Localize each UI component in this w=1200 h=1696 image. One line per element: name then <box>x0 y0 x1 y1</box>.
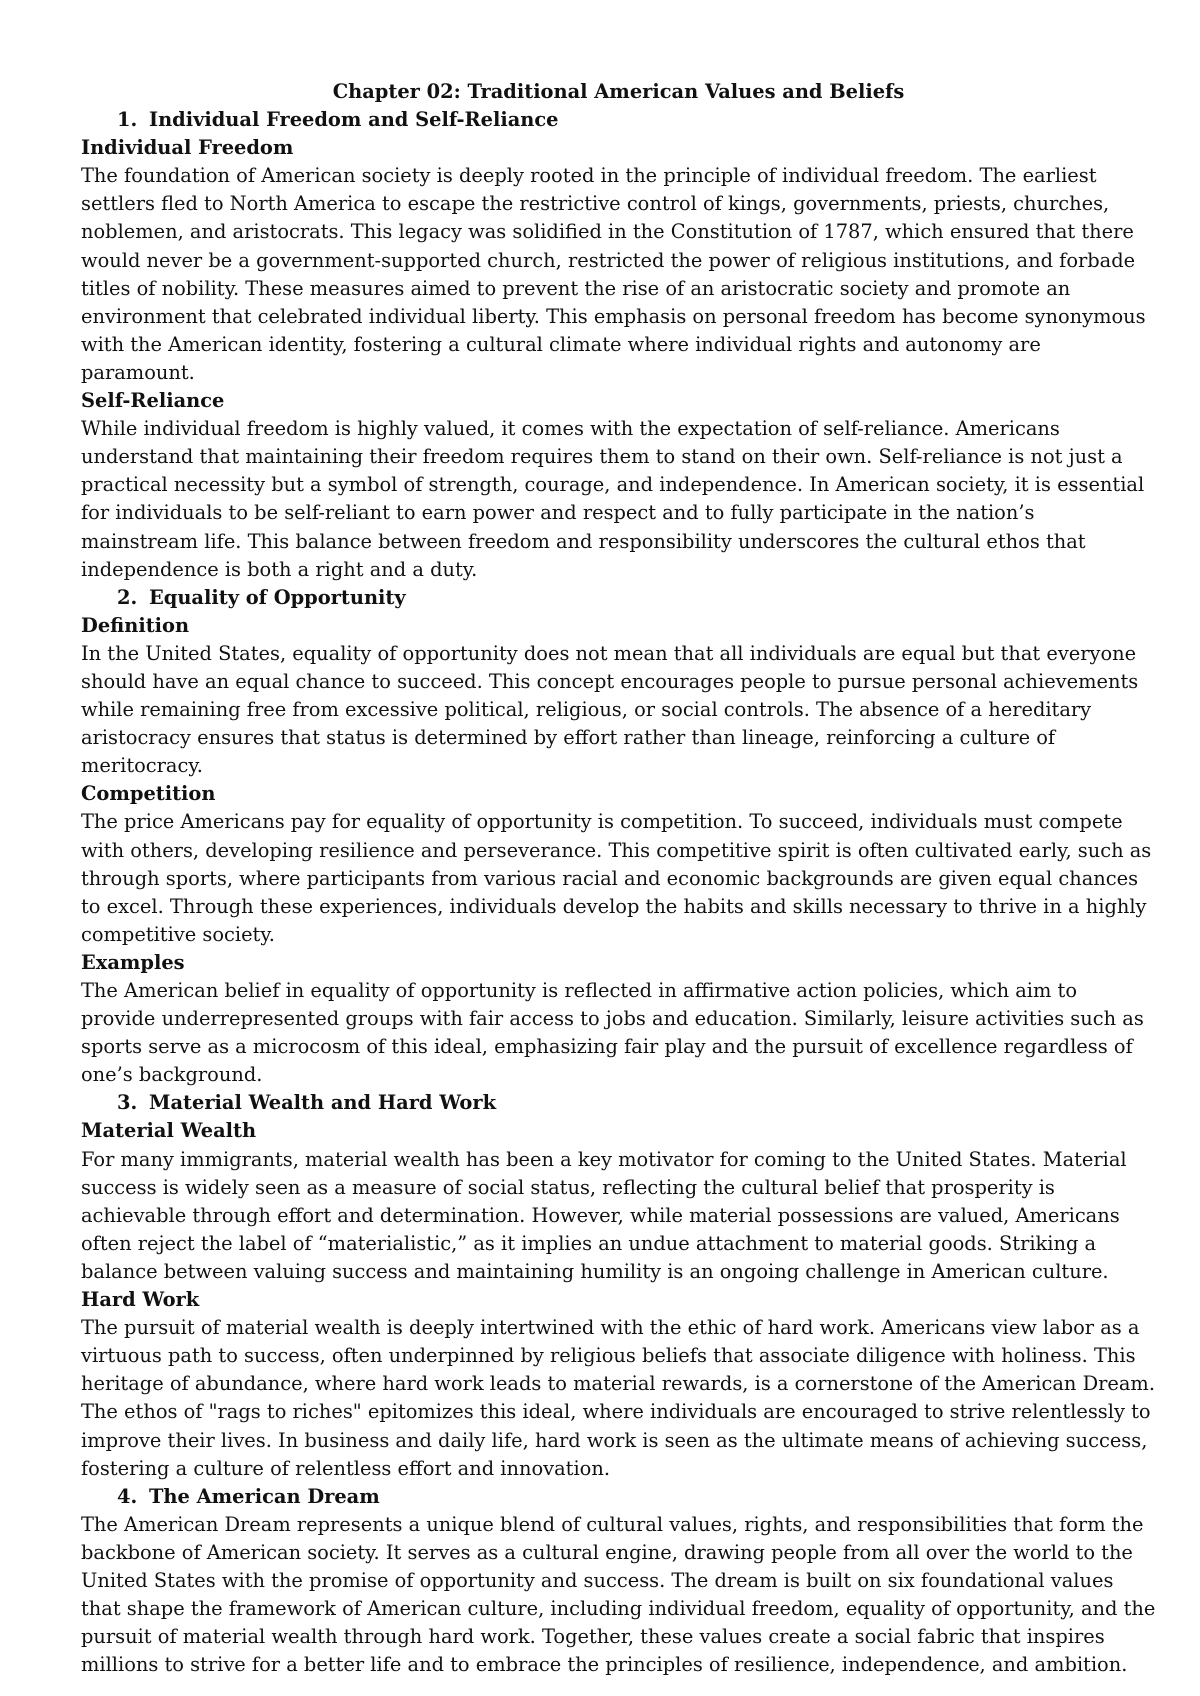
section-heading-text: The American Dream <box>149 1484 380 1508</box>
section-heading <box>81 584 1156 612</box>
paragraph: The American Dream represents a unique blend of cultural values, rights, and responsibilities that form the backbone of American society. It serves as a cultural engine, drawing people from all over the world to the United States with the promise of opportunity and success. The dream is built on six foundational values that shape the framework of American culture, including individual freedom, equality of opportunity, and the pursuit of material wealth through hard work. Together, these values create a social fabric that inspires millions to strive for a better life and to embrace the principles of resilience, independence, and ambition. <box>81 1512 1156 1677</box>
paragraph: The American belief in equality of opportunity is reflected in affirmative action policies, which aim to provide underrepresented groups with fair access to jobs and education. Similarly, leisure activities such as sports serve as a microcosm of this ideal, emphasizing fair play and the pursuit of excellence regardless of one’s background. <box>81 979 1144 1087</box>
subsection-heading: Definition <box>81 613 190 637</box>
section-heading-text: Material Wealth and Hard Work <box>149 1091 497 1115</box>
subsection-heading: Material Wealth <box>81 1119 257 1143</box>
subsection-heading: Examples <box>81 950 185 974</box>
section-number: 3. <box>117 1091 138 1115</box>
section-heading-text: Individual Freedom and Self-Reliance <box>149 108 559 132</box>
paragraph: In the United States, equality of opportunity does not mean that all individuals are equal but that everyone should have an equal chance to succeed. This concept encourages people to pursue personal achievements while remaining free from excessive political, religious, or social controls. The absence of a hereditary aristocracy ensures that status is determined by effort rather than lineage, reinforcing a culture of meritocracy. <box>81 641 1139 778</box>
section-heading <box>81 106 1156 134</box>
chapter-title: Chapter 02: Traditional American Values and Beliefs <box>332 80 905 103</box>
section-number: 1. <box>117 108 138 132</box>
paragraph: The price Americans pay for equality of opportunity is competition. To succeed, individuals must compete with others, developing resilience and perseverance. This competitive spirit is often cultivated early, such as through sports, where participants from various racial and economic backgrounds are given equal chances to excel. Through these experiences, individuals develop the habits and skills necessary to thrive in a highly competitive society. <box>81 810 1152 946</box>
section-number: 2. <box>117 585 138 609</box>
subsection-heading: Hard Work <box>81 1288 200 1312</box>
section-heading <box>81 1483 1156 1511</box>
paragraph: While individual freedom is highly valued, it comes with the expectation of self-reliance. Americans understand that maintaining their freedom requires them to stand on their own. Self-reliance is not just a practical necessity but a symbol of strength, courage, and independence. In American society, it is essential for individuals to be self-reliant to earn power and respect and to fully participate in the nation’s mainstream life. This balance between freedom and responsibility underscores the cultural ethos that independence is both a right and a duty. <box>81 417 1145 581</box>
subsection-heading: Competition <box>81 782 216 806</box>
subsection-heading: Self-Reliance <box>81 389 225 413</box>
section-heading <box>81 1089 1156 1117</box>
paragraph: The foundation of American society is deeply rooted in the principle of individual freedom. The earliest settlers fled to North America to escape the restrictive control of kings, governments, priests, churches, noblemen, and aristocrats. This legacy was solidified in the Constitution of 1787, which ensured that there would never be a government-supported church, restricted the power of religious institutions, and forbade titles of nobility. These measures aimed to prevent the rise of an aristocratic society and promote an environment that celebrated individual liberty. This emphasis on personal freedom has become synonymous with the American identity, fostering a cultural climate where individual rights and autonomy are paramount. <box>81 164 1146 384</box>
paragraph: The pursuit of material wealth is deeply intertwined with the ethic of hard work. Americans view labor as a virtuous path to success, often underpinned by religious beliefs that associate diligence with holiness. This heritage of abundance, where hard work leads to material rewards, is a cornerstone of the American Dream. The ethos of "rags to riches" epitomizes this ideal, where individuals are encouraged to strive relentlessly to improve their lives. In business and daily life, hard work is seen as the ultimate means of achieving success, fostering a culture of relentless effort and innovation. <box>81 1316 1155 1480</box>
section-number: 4. <box>117 1484 138 1508</box>
paragraph: For many immigrants, material wealth has been a key motivator for coming to the United States. Material success is widely seen as a measure of social status, reflecting the cultural belief that prosperity is achievable through effort and determination. However, while material possessions are valued, Americans often reject the label of “materialistic,” as it implies an undue attachment to material goods. Striking a balance between valuing success and maintaining humility is an ongoing challenge in American culture. <box>81 1147 1127 1283</box>
document-page <box>81 78 1156 1679</box>
subsection-heading: Individual Freedom <box>81 136 294 160</box>
section-heading-text: Equality of Opportunity <box>149 585 406 609</box>
